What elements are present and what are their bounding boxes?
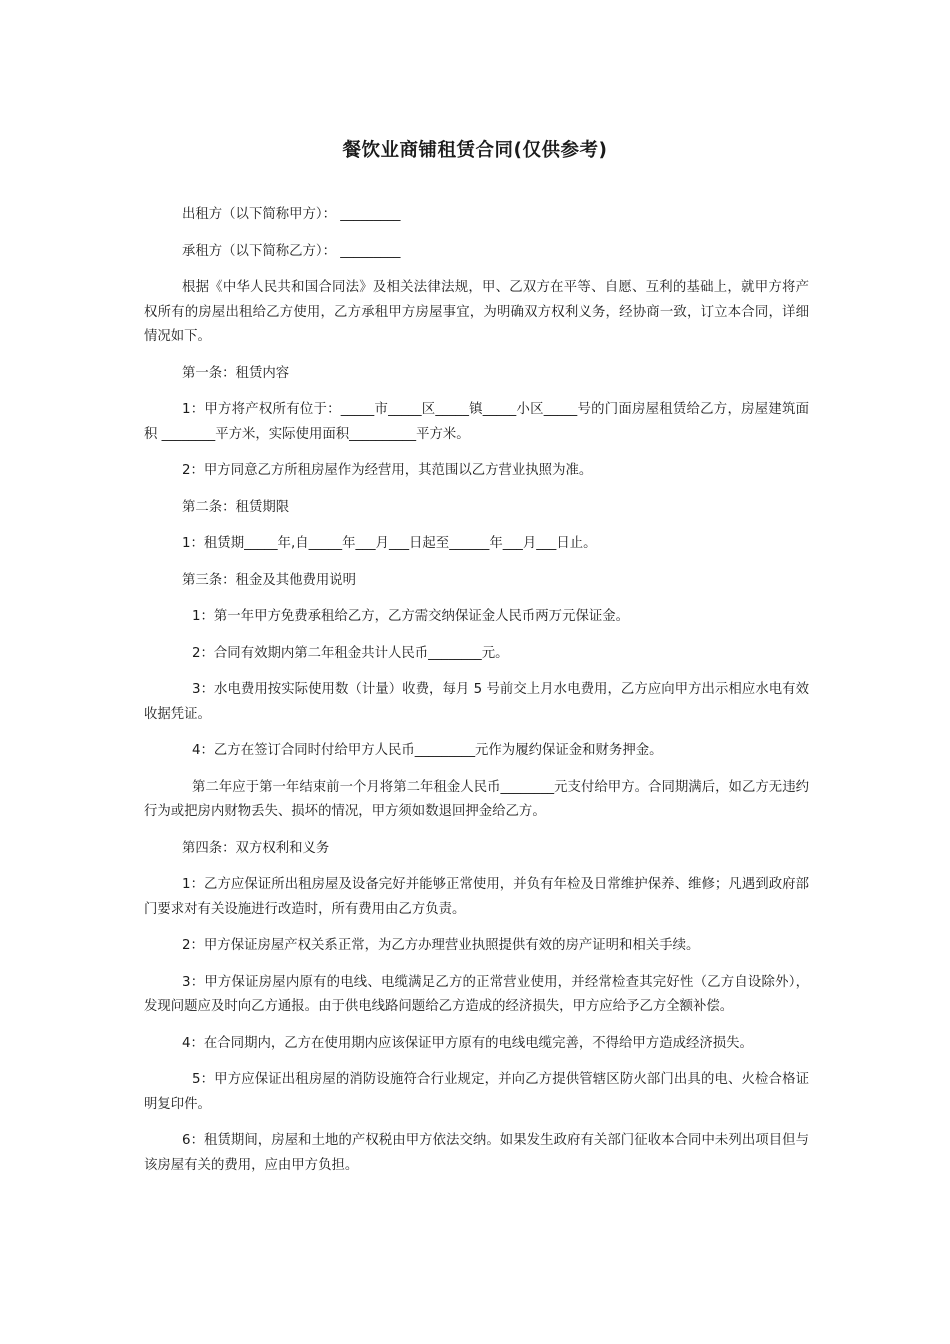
article-4-clause-5: 5：甲方应保证出租房屋的消防设施符合行业规定，并向乙方提供管辖区防火部门出具的电、火检合格证明复印件。: [144, 1072, 809, 1112]
article-2-clause-1: 1：租赁期_____年,自_____年___月___日起至______年___月___日止。: [182, 536, 597, 551]
document-body: [144, 203, 809, 1190]
article-3-heading: 第三条：租金及其他费用说明: [182, 572, 357, 588]
article-4-clause-1: 1：乙方应保证所出租房屋及设备完好并能够正常使用，并负有年检及日常维护保养、维修；凡遇到政府部门要求对有关设施进行改造时，所有费用由乙方负责。: [144, 877, 809, 917]
preamble-paragraph: 根据《中华人民共和国合同法》及相关法律法规，甲、乙双方在平等、自愿、互利的基础上，就甲方将产权所有的房屋出租给乙方使用，乙方承租甲方房屋事宜，为明确双方权利义务，经协商一致，订立本合同，详细情况如下。: [144, 280, 809, 344]
article-3-clause-2: 2：合同有效期内第二年租金共计人民币________元。: [192, 645, 509, 661]
document-title: 餐饮业商铺租赁合同(仅供参考): [342, 140, 608, 161]
lessee-line: 承租方（以下简称乙方）： _________: [182, 243, 401, 259]
article-1-heading: 第一条：租赁内容: [182, 365, 290, 381]
article-3-second-year-paragraph: 第二年应于第一年结束前一个月将第二年租金人民币________元支付给甲方。合同期满后，如乙方无违约行为或把房内财物丢失、损坏的情况，甲方须如数退回押金给乙方。: [144, 779, 809, 819]
article-3-clause-1: 1：第一年甲方免费承租给乙方，乙方需交纳保证金人民币两万元保证金。: [192, 609, 630, 624]
article-3-clause-3: 3：水电费用按实际使用数（计量）收费，每月 5 号前交上月水电费用，乙方应向甲方出示相应水电有效收据凭证。: [144, 682, 809, 722]
article-4-clause-3: 3：甲方保证房屋内原有的电线、电缆满足乙方的正常营业使用，并经常检查其完好性（乙方自设除外），发现问题应及时向乙方通报。由于供电线路问题给乙方造成的经济损失，甲方应给予乙方全额补偿。: [144, 974, 809, 1014]
article-1-clause-2: 2：甲方同意乙方所租房屋作为经营用，其范围以乙方营业执照为准。: [182, 463, 593, 478]
article-2-heading: 第二条：租赁期限: [182, 499, 290, 515]
article-4-clause-4: 4：在合同期内，乙方在使用期内应该保证甲方原有的电线电缆完善，不得给甲方造成经济损失。: [182, 1035, 753, 1051]
article-3-clause-4: 4：乙方在签订合同时付给甲方人民币_________元作为履约保证金和财务押金。: [192, 743, 663, 758]
article-4-clause-2: 2：甲方保证房屋产权关系正常，为乙方办理营业执照提供有效的房产证明和相关手续。: [182, 938, 700, 953]
article-4-clause-6: 6：租赁期间，房屋和土地的产权税由甲方依法交纳。如果发生政府有关部门征收本合同中未列出项目但与该房屋有关的费用，应由甲方负担。: [144, 1133, 809, 1173]
article-4-heading: 第四条：双方权利和义务: [182, 840, 330, 856]
lessor-line: 出租方（以下简称甲方）： _________: [182, 207, 401, 222]
article-1-clause-1: 1：甲方将产权所有位于：_____市_____区_____镇_____小区_____号的门面房屋租赁给乙方，房屋建筑面积 ________平方米，实际使用面积__________平方米。: [144, 402, 809, 442]
